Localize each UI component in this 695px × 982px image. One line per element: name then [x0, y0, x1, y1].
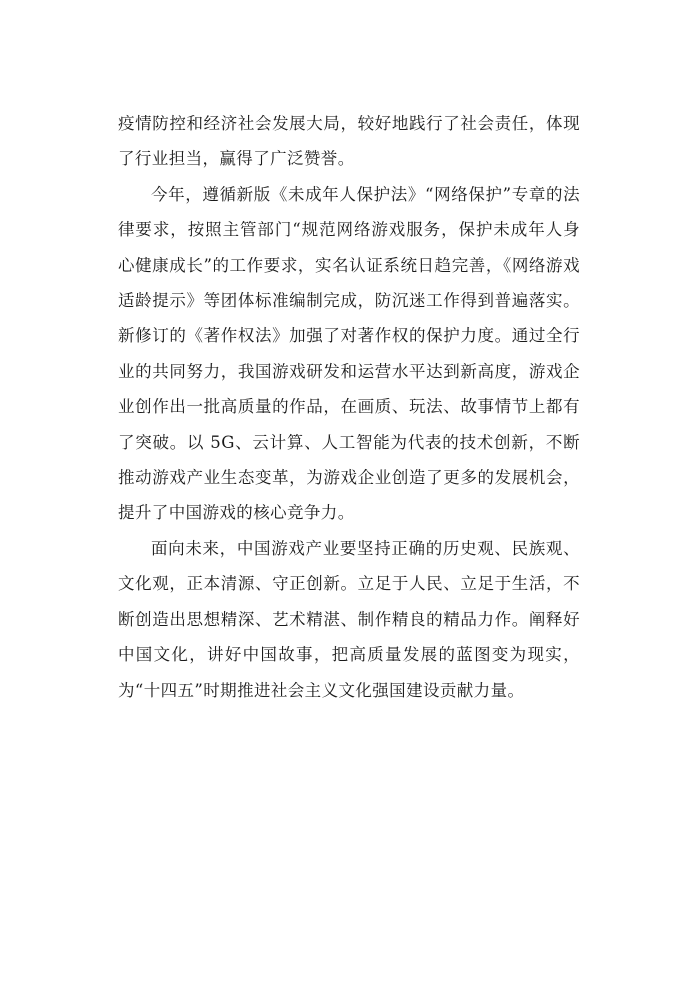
document-body — [118, 106, 580, 708]
paragraph-regulation: 今年，遵循新版《未成年人保护法》“网络保护”专章的法律要求，按照主管部门“规范网络游戏服务，保护未成年人身心健康成长”的工作要求，实名认证系统日趋完善，《网络游戏适龄提示》等团体标准编制完成，防沉迷工作得到普遍落实。新修订的《著作权法》加强了对著作权的保护力度。通过全行业的共同努力，我国游戏研发和运营水平达到新高度，游戏企业创作出一批高质量的作品，在画质、玩法、故事情节上都有了突破。以 5G、云计算、人工智能为代表的技术创新，不断推动游戏产业生态变革，为游戏企业创造了更多的发展机会，提升了中国游戏的核心竞争力。 — [118, 184, 580, 523]
paragraph-continued: 疫情防控和经济社会发展大局，较好地践行了社会责任，体现了行业担当，赢得了广泛赞誉。 — [118, 114, 580, 169]
paragraph-future: 面向未来，中国游戏产业要坚持正确的历史观、民族观、文化观，正本清源、守正创新。立足于人民、立足于生活，不断创造出思想精深、艺术精湛、制作精良的精品力作。阐释好中国文化，讲好中国故事，把高质量发展的蓝图变为现实，为“十四五”时期推进社会主义文化强国建设贡献力量。 — [118, 538, 580, 700]
